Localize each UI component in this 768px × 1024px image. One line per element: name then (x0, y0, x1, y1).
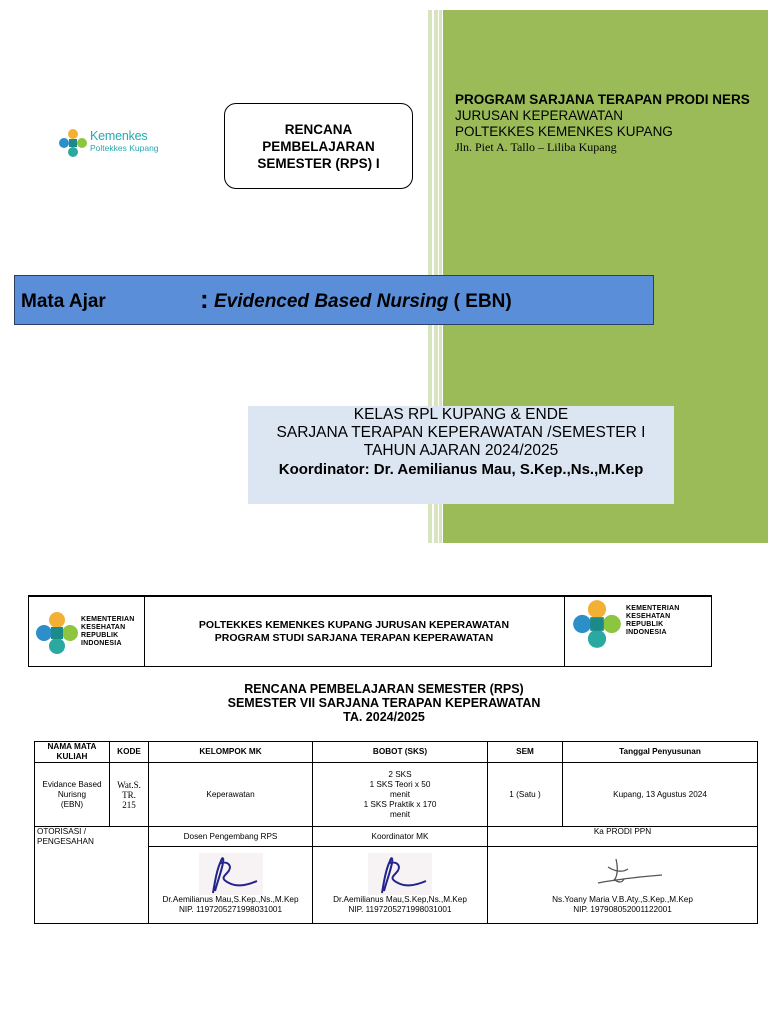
rps-title-line2: SEMESTER VII SARJANA TERAPAN KEPERAWATAN (227, 696, 541, 710)
rps-document-title (0, 682, 768, 724)
cell-nama: Evidance Based Nurisng (EBN) (35, 763, 110, 827)
header-institution-line2: PROGRAM STUDI SARJANA TERAPAN KEPERAWATAN (214, 631, 494, 644)
document-header (28, 595, 712, 667)
academic-year-line: TAHUN AJARAN 2024/2025 (363, 442, 559, 459)
kemenkes-logo-icon (58, 128, 88, 158)
kemenkes-logo-icon (572, 599, 622, 649)
header-institution-line1: POLTEKKES KEMENKES KUPANG JURUSAN KEPERAWATAN (198, 618, 510, 631)
signature-cell-koordinator (313, 847, 488, 924)
ministry-text: KEMENTERIAN KESEHATAN REPUBLIK INDONESIA (626, 605, 680, 636)
department-line: JURUSAN KEPERAWATAN (455, 108, 624, 123)
course-title-abbr: ( EBN) (448, 291, 512, 312)
address-line: Jln. Piet A. Tallo – Liliba Kupang (455, 140, 617, 154)
ministry-text: KEMENTERIAN KESEHATAN REPUBLIK INDONESIA (81, 616, 135, 647)
cell-kelompok: Keperawatan (149, 763, 313, 827)
col-header-nama: NAMA MATA KULIAH (35, 742, 110, 763)
institution-line: POLTEKKES KEMENKES KUPANG (455, 124, 673, 139)
role-kaprodi: Ka PRODI PPN (488, 827, 758, 847)
coordinator-line: Koordinator: Dr. Aemilianus Mau, S.Kep.,Ns.,M.Kep (278, 461, 644, 478)
course-title-italic: Evidenced Based Nursing (214, 291, 449, 312)
logo-subtitle: Poltekkes Kupang (90, 143, 159, 153)
header-logo-right (564, 597, 711, 666)
kemenkes-logo-icon (35, 611, 79, 655)
cell-tanggal: Kupang, 13 Agustus 2024 (563, 763, 758, 827)
class-line: KELAS RPL KUPANG & ENDE (353, 406, 569, 423)
col-header-bobot: BOBOT (SKS) (313, 742, 488, 763)
institution-block (455, 92, 760, 155)
header-institution (144, 597, 565, 666)
cell-bobot: 2 SKS 1 SKS Teori x 50 menit 1 SKS Praktik x 170 menit (313, 763, 488, 827)
signatory-1: Dr.Aemilianus Mau,S.Kep.,Ns.,M.Kep NIP. 1197205271998031001 (162, 895, 299, 914)
header-logo-left (29, 597, 145, 666)
signatory-3: Ns.Yoany Maria V.B.Aty.,S.Kep.,M.Kep NIP. 197908052001122001 (552, 895, 693, 914)
role-koordinator: Koordinator MK (313, 827, 488, 847)
cell-kode: Wat.S. TR. 215 (110, 763, 149, 827)
signature-image (199, 853, 263, 895)
table-header-row (35, 742, 758, 763)
col-header-tanggal: Tanggal Penyusunan (563, 742, 758, 763)
rps-title: RENCANA PEMBELAJARAN SEMESTER (RPS) I (257, 121, 380, 171)
role-dosen: Dosen Pengembang RPS (149, 827, 313, 847)
program-semester-line: SARJANA TERAPAN KEPERAWATAN /SEMESTER I (276, 424, 646, 441)
course-colon: : (200, 284, 209, 314)
signature-cell-dosen (149, 847, 313, 924)
cell-sem: 1 (Satu ) (488, 763, 563, 827)
program-heading: PROGRAM SARJANA TERAPAN PRODI NERS (455, 92, 750, 107)
course-title (214, 291, 512, 313)
roles-row (35, 827, 758, 847)
signatory-2: Dr.Aemilianus Mau,S.Kep,Ns.,M.Kep NIP. 1197205271998031001 (333, 895, 467, 914)
table-row (35, 763, 758, 827)
signature-image (368, 853, 432, 895)
col-header-kelompok: KELOMPOK MK (149, 742, 313, 763)
rps-title-box (224, 103, 413, 189)
kemenkes-logo (58, 128, 188, 158)
signature-cell-kaprodi (488, 847, 758, 924)
class-info-box (248, 406, 674, 504)
cell-otorisasi: OTORISASI / PENGESAHAN (35, 827, 149, 924)
rps-title-line3: TA. 2024/2025 (343, 710, 425, 724)
course-info-table (34, 741, 758, 924)
signature-image (578, 853, 668, 891)
col-header-kode: KODE (110, 742, 149, 763)
course-title-bar (14, 275, 654, 325)
course-label: Mata Ajar (21, 291, 106, 312)
rps-title-line1: RENCANA PEMBELAJARAN SEMESTER (RPS) (244, 682, 524, 696)
col-header-sem: SEM (488, 742, 563, 763)
logo-name: Kemenkes (90, 129, 148, 143)
